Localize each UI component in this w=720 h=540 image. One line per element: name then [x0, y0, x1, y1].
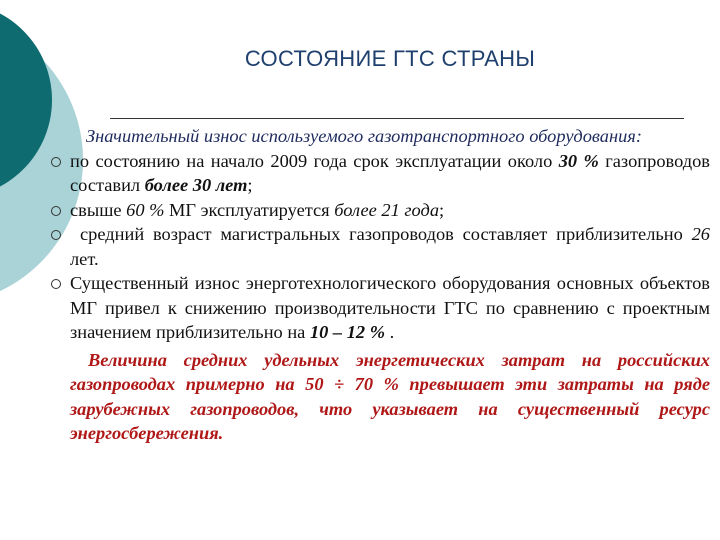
slide-body [70, 124, 710, 446]
conclusion-paragraph: Величина средних удельных энергетических затрат на российских газопроводах примерно на 50 ÷ 70 % превышает эти затраты на ряде зарубежных газопроводов, что указывает на существенный ресурс энергосбережения. [70, 349, 710, 443]
bullet-circle-icon [51, 206, 61, 216]
bullet-circle-icon [51, 230, 61, 240]
bullet-item: свыше 60 % МГ эксплуатируется более 21 года; [70, 198, 710, 223]
title-divider [110, 118, 684, 119]
bullet-item: Существенный износ энерготехнологического оборудования основных объектов МГ привел к снижению производительности ГТС по сравнению с проектным значением приблизительно на 10 – 12 % . [70, 271, 710, 345]
bullet-item: средний возраст магистральных газопроводов составляет приблизительно 26 лет. [70, 222, 710, 271]
lead-paragraph: Значительный износ используемого газотранспортного оборудования: [86, 126, 642, 146]
bullet-item: по состоянию на начало 2009 года срок эксплуатации около 30 % газопроводов составил более 30 лет; [70, 149, 710, 198]
bullet-circle-icon [51, 157, 61, 167]
slide-title: СОСТОЯНИЕ ГТС СТРАНЫ [244, 46, 536, 71]
bullet-circle-icon [51, 279, 61, 289]
